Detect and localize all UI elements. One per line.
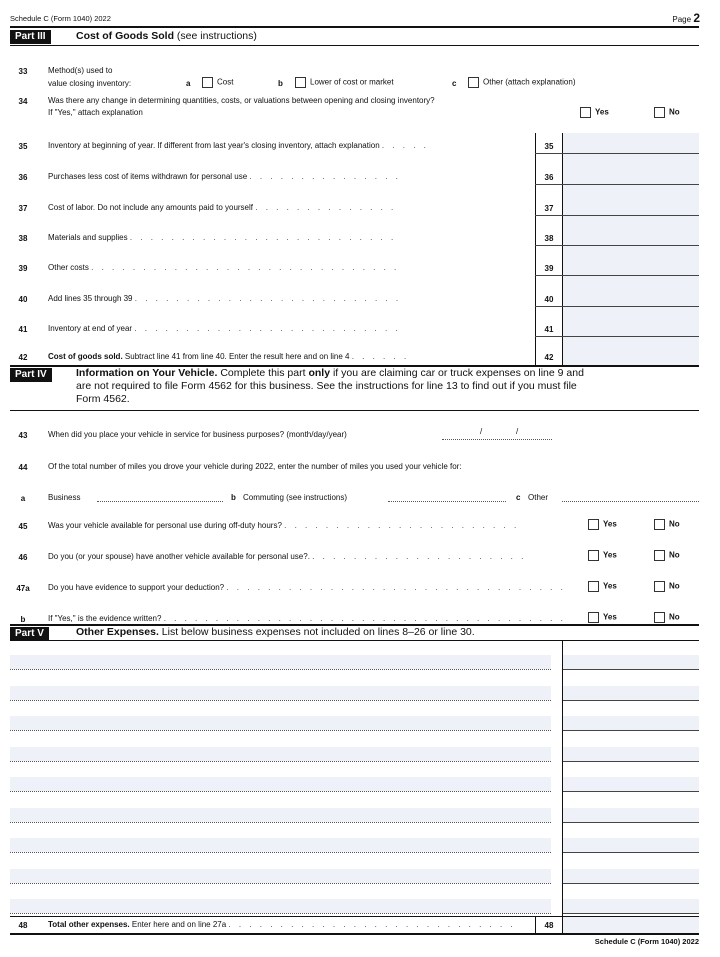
service-date-field[interactable] <box>442 430 552 440</box>
line-35-desc: Inventory at beginning of year. If different from last year's closing inventory, attach explanation <box>48 141 380 150</box>
expense-description-field[interactable] <box>10 746 551 762</box>
expense-amount-field[interactable] <box>563 669 699 670</box>
line-33-b-letter: b <box>278 79 283 88</box>
line-38-rule <box>535 245 699 246</box>
line-40-text <box>48 294 401 303</box>
other-checkbox[interactable] <box>468 77 479 88</box>
other-miles-field[interactable] <box>562 492 699 502</box>
line-41-box-label: 41 <box>544 325 554 334</box>
no-checkbox[interactable] <box>654 107 665 118</box>
line-41-rule <box>535 336 699 337</box>
line-39-number: 39 <box>18 264 28 273</box>
line-48-box-label: 48 <box>544 921 554 930</box>
no-checkbox[interactable] <box>654 519 665 530</box>
business-miles-field[interactable] <box>97 492 223 502</box>
line-44c-letter: c <box>516 493 521 502</box>
expense-amount-shading <box>563 808 699 822</box>
line-37-desc: Cost of labor. Do not include any amounts paid to yourself <box>48 203 254 212</box>
part3-title <box>76 30 257 42</box>
expense-amount-field[interactable] <box>563 822 699 823</box>
expense-amount-field[interactable] <box>563 852 699 853</box>
line-48-number: 48 <box>18 921 28 930</box>
line-36-number: 36 <box>18 173 28 182</box>
part4-title: Information on Your Vehicle. <box>76 367 218 379</box>
part5-description <box>76 626 475 638</box>
cost-label: Cost <box>217 77 234 87</box>
line-41-number: 41 <box>18 325 28 334</box>
part3-rule <box>10 45 699 46</box>
line-35-amount-field[interactable] <box>563 135 699 153</box>
line-36-rule <box>535 184 699 185</box>
line-37-amount-field[interactable] <box>563 197 699 215</box>
line-34-text1: Was there any change in determining quantities, costs, or valuations between opening and closing inventory? <box>48 96 435 105</box>
line-43-number: 43 <box>18 431 28 440</box>
line-33-c-letter: c <box>452 79 457 88</box>
lower-of-cost-label: Lower of cost or market <box>310 77 394 87</box>
part4-description <box>76 367 701 406</box>
line-37-number: 37 <box>18 204 28 213</box>
line-34-number: 34 <box>18 97 28 106</box>
line-35-dots: . . . . . <box>381 141 429 150</box>
line-33-text2: value closing inventory: <box>48 79 132 88</box>
line-47a-text <box>48 583 566 592</box>
yes-label: Yes <box>603 519 617 529</box>
yes-label: Yes <box>603 581 617 591</box>
commuting-miles-field[interactable] <box>388 492 506 502</box>
line-37-rule <box>535 215 699 216</box>
yes-checkbox[interactable] <box>588 581 599 592</box>
line-34-yes[interactable] <box>580 107 609 118</box>
expense-amount-shading <box>563 747 699 761</box>
no-checkbox[interactable] <box>654 612 665 623</box>
line-42-text <box>48 352 409 361</box>
line-46-yes[interactable] <box>588 550 617 561</box>
expense-amount-shading <box>563 899 699 913</box>
line-b-desc: If "Yes," is the evidence written? <box>48 614 162 623</box>
line-36-box-label: 36 <box>544 173 554 182</box>
line-37-text <box>48 203 396 212</box>
expense-description-field[interactable] <box>10 868 551 884</box>
line-35-box-label: 35 <box>544 142 554 151</box>
line-45-dots: . . . . . . . . . . . . . . . . . . . . . . . <box>284 521 520 530</box>
expense-description-field[interactable] <box>10 685 551 701</box>
expense-description-field[interactable] <box>10 898 551 914</box>
line-33-text1: Method(s) used to <box>48 66 113 75</box>
line-44c-text: Other <box>528 493 549 502</box>
line-38-amount-field[interactable] <box>563 227 699 245</box>
date-slash-1: / <box>480 427 483 436</box>
line-47a-number: 47a <box>16 584 30 593</box>
line-33-lcm-option[interactable] <box>295 77 394 88</box>
line-b-no[interactable] <box>654 612 680 623</box>
yes-label: Yes <box>603 550 617 560</box>
line-41-dots: . . . . . . . . . . . . . . . . . . . . . . . . . . <box>134 324 401 333</box>
expense-description-field[interactable] <box>10 837 551 853</box>
expense-amount-field[interactable] <box>563 883 699 884</box>
line-37-dots: . . . . . . . . . . . . . . <box>255 203 397 212</box>
line-36-desc: Purchases less cost of items withdrawn for personal use <box>48 172 248 181</box>
line-39-text <box>48 263 399 272</box>
no-label: No <box>669 612 680 622</box>
line-34-text2: If "Yes," attach explanation <box>48 108 143 117</box>
no-label: No <box>669 107 680 117</box>
line-39-dots: . . . . . . . . . . . . . . . . . . . . . . . . . . . . . . <box>91 263 400 272</box>
line-41-text <box>48 324 401 333</box>
line-40-desc: Add lines 35 through 39 <box>48 294 133 303</box>
line-48-box-left <box>535 917 536 933</box>
other-label: Other (attach explanation) <box>483 77 576 87</box>
expense-amount-field[interactable] <box>563 761 699 762</box>
line-44a-letter: a <box>20 494 26 503</box>
line-35-number: 35 <box>18 142 28 151</box>
no-label: No <box>669 550 680 560</box>
cost-checkbox[interactable] <box>202 77 213 88</box>
line-42-box-label: 42 <box>544 353 554 362</box>
expense-amount-field[interactable] <box>563 913 699 914</box>
line-41-desc: Inventory at end of year <box>48 324 133 333</box>
line-35-rule <box>535 153 699 154</box>
no-label: No <box>669 519 680 529</box>
part4-rule <box>10 410 699 411</box>
expense-amount-field[interactable] <box>563 791 699 792</box>
part4-desc3: Form 4562. <box>76 393 130 405</box>
footer-rule <box>10 933 699 935</box>
yes-label: Yes <box>595 107 609 117</box>
line-44-number: 44 <box>18 463 28 472</box>
line-39-box-label: 39 <box>544 264 554 273</box>
line-42-bold: Cost of goods sold. <box>48 352 123 361</box>
part3-tag: Part III <box>10 30 51 44</box>
header-rule <box>10 26 699 28</box>
line-44b-letter: b <box>231 493 236 502</box>
line-47a-no[interactable] <box>654 581 680 592</box>
line-36-text <box>48 172 401 181</box>
box-divider-left <box>535 133 536 365</box>
page-label: Page <box>672 15 692 24</box>
line-39-desc: Other costs <box>48 263 89 272</box>
line-46-dots: . . . . . . . . . . . . . . . . . . . . . <box>312 552 527 561</box>
page-number-value: 2 <box>693 11 700 25</box>
line-46-number: 46 <box>18 553 28 562</box>
line-40-rule <box>535 306 699 307</box>
line-45-yes[interactable] <box>588 519 617 530</box>
line-48-text <box>48 920 516 929</box>
line-48-amount-field[interactable] <box>563 917 699 933</box>
date-slash-2: / <box>516 427 519 436</box>
yes-label: Yes <box>603 612 617 622</box>
line-35-text <box>48 141 429 150</box>
line-38-box-label: 38 <box>544 234 554 243</box>
line-38-text <box>48 233 396 242</box>
line-33-cost-option[interactable] <box>202 77 233 88</box>
line-34-no[interactable] <box>654 107 680 118</box>
line-42-desc: Subtract line 41 from line 40. Enter the result here and on line 4 <box>124 352 350 361</box>
line-37-box-label: 37 <box>544 204 554 213</box>
line-43-text: When did you place your vehicle in service for business purposes? (month/day/year) <box>48 430 347 439</box>
line-48-desc: Enter here and on line 27a <box>131 920 227 929</box>
expense-description-field[interactable] <box>10 715 551 731</box>
part5-tag: Part V <box>10 627 49 641</box>
line-38-dots: . . . . . . . . . . . . . . . . . . . . . . . . . . <box>129 233 397 242</box>
line-39-amount-field[interactable] <box>563 257 699 275</box>
line-47a-desc: Do you have evidence to support your deduction? <box>48 583 225 592</box>
line-46-desc: Do you (or your spouse) have another vehicle available for personal use?. <box>48 552 310 561</box>
form-name-header: Schedule C (Form 1040) 2022 <box>10 14 111 23</box>
form-name-footer: Schedule C (Form 1040) 2022 <box>594 937 699 946</box>
part5-title: Other Expenses. <box>76 626 159 638</box>
line-44b-text: Commuting (see instructions) <box>243 493 348 502</box>
part4-desc1c: if you are claiming car or truck expenses on line 9 and <box>332 367 584 379</box>
line-45-no[interactable] <box>654 519 680 530</box>
line-45-number: 45 <box>18 522 28 531</box>
line-46-no[interactable] <box>654 550 680 561</box>
expense-description-field[interactable] <box>10 807 551 823</box>
yes-checkbox[interactable] <box>588 550 599 561</box>
line-b-dots: . . . . . . . . . . . . . . . . . . . . . . . . . . . . . . . . . . . . . . . <box>163 614 566 623</box>
no-label: No <box>669 581 680 591</box>
expense-description-field[interactable] <box>10 776 551 792</box>
no-checkbox[interactable] <box>654 550 665 561</box>
line-45-desc: Was your vehicle available for personal use during off-duty hours? <box>48 521 282 530</box>
line-33-a-letter: a <box>186 79 191 88</box>
line-45-text <box>48 521 519 530</box>
no-checkbox[interactable] <box>654 581 665 592</box>
expense-amount-shading <box>563 716 699 730</box>
yes-checkbox[interactable] <box>588 612 599 623</box>
line-48-dots: . . . . . . . . . . . . . . . . . . . . . . . . . . . . <box>228 920 516 929</box>
line-40-number: 40 <box>18 295 28 304</box>
part3-title-note: (see instructions) <box>176 30 257 42</box>
expense-amount-shading <box>563 686 699 700</box>
expense-amount-shading <box>563 655 699 669</box>
line-47a-dots: . . . . . . . . . . . . . . . . . . . . . . . . . . . . . . . . . <box>226 583 566 592</box>
line-42-dots: . . . . . . <box>351 352 410 361</box>
line-b-yes[interactable] <box>588 612 617 623</box>
line-40-amount-field[interactable] <box>563 288 699 306</box>
line-40-dots: . . . . . . . . . . . . . . . . . . . . . . . . . . <box>134 294 402 303</box>
lower-of-cost-checkbox[interactable] <box>295 77 306 88</box>
part4-tag: Part IV <box>10 368 52 382</box>
line-33-other-option[interactable] <box>468 77 576 88</box>
line-40-box-label: 40 <box>544 295 554 304</box>
part5-rule <box>10 640 699 641</box>
line-41-amount-field[interactable] <box>563 318 699 336</box>
line-36-dots: . . . . . . . . . . . . . . . <box>249 172 401 181</box>
yes-checkbox[interactable] <box>588 519 599 530</box>
line-44a-text: Business <box>48 493 81 502</box>
line-b-text <box>48 614 566 623</box>
line-44-text: Of the total number of miles you drove your vehicle during 2022, enter the number of miles you used your vehicle for: <box>48 462 462 471</box>
part5-desc: List below business expenses not included on lines 8–26 or line 30. <box>161 626 475 638</box>
expense-amount-field[interactable] <box>563 700 699 701</box>
part4-desc1a: Complete this part <box>220 367 306 379</box>
line-b-number: b <box>20 615 26 624</box>
page-number <box>672 11 700 25</box>
line-38-desc: Materials and supplies <box>48 233 128 242</box>
line-46-text <box>48 552 526 561</box>
line-39-rule <box>535 275 699 276</box>
line-48-bold: Total other expenses. <box>48 920 130 929</box>
expense-amount-shading <box>563 869 699 883</box>
line-47a-yes[interactable] <box>588 581 617 592</box>
part3-title-text: Cost of Goods Sold <box>76 30 174 42</box>
line-38-number: 38 <box>18 234 28 243</box>
expense-amount-field[interactable] <box>563 730 699 731</box>
part4-desc2: are not required to file Form 4562 for this business. See the instructions for line 13 to find out if you must file <box>76 380 577 392</box>
expense-amount-shading <box>563 838 699 852</box>
yes-checkbox[interactable] <box>580 107 591 118</box>
part4-desc1b: only <box>308 367 331 379</box>
expense-amount-shading <box>563 777 699 791</box>
line-36-amount-field[interactable] <box>563 166 699 184</box>
expense-description-field[interactable] <box>10 654 551 670</box>
line-42-number: 42 <box>18 353 28 362</box>
line-33-number: 33 <box>18 67 28 76</box>
line-42-amount-field[interactable] <box>563 349 699 364</box>
